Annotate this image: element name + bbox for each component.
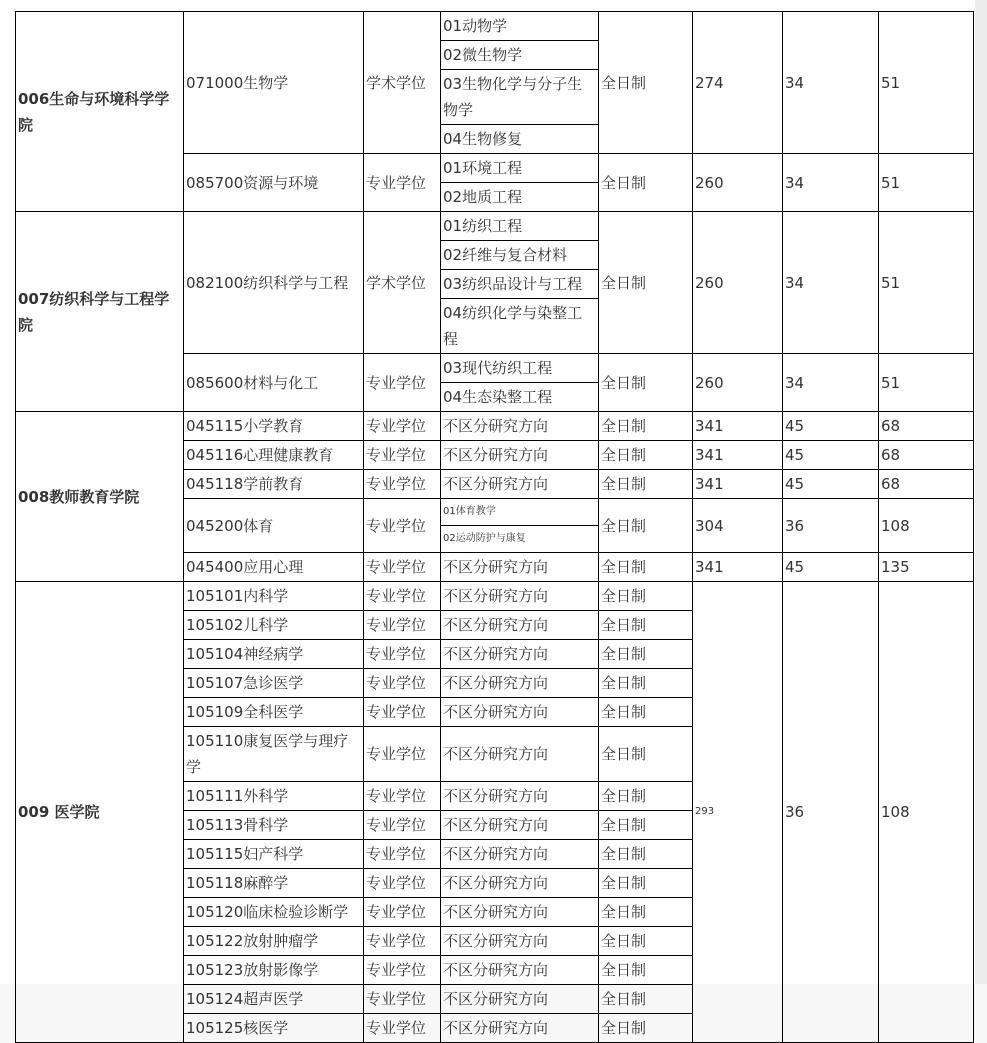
table-row [16, 12, 974, 41]
study-mode: 全日制 [599, 698, 693, 727]
study-mode: 全日制 [599, 611, 693, 640]
single-subject-score-1: 45 [783, 470, 879, 499]
degree-type: 学术学位 [364, 12, 441, 154]
research-direction: 不区分研究方向 [441, 640, 599, 669]
single-subject-score-2: 108 [879, 499, 974, 553]
study-mode: 全日制 [599, 640, 693, 669]
major-name: 105118麻醉学 [184, 869, 364, 898]
single-subject-score-1: 45 [783, 441, 879, 470]
research-direction: 02纤维与复合材料 [441, 241, 599, 270]
total-score: 341 [693, 553, 783, 582]
table-row [16, 412, 974, 441]
major-name: 105124超声医学 [184, 985, 364, 1014]
major-name: 105102儿科学 [184, 611, 364, 640]
degree-type: 专业学位 [364, 470, 441, 499]
research-direction: 不区分研究方向 [441, 412, 599, 441]
research-direction: 不区分研究方向 [441, 611, 599, 640]
major-name: 105122放射肿瘤学 [184, 927, 364, 956]
research-direction: 不区分研究方向 [441, 669, 599, 698]
degree-type: 专业学位 [364, 499, 441, 553]
research-direction: 04纺织化学与染整工程 [441, 299, 599, 354]
research-direction: 不区分研究方向 [441, 985, 599, 1014]
research-direction: 不区分研究方向 [441, 927, 599, 956]
study-mode: 全日制 [599, 212, 693, 354]
research-direction: 不区分研究方向 [441, 698, 599, 727]
research-direction: 不区分研究方向 [441, 582, 599, 611]
study-mode: 全日制 [599, 582, 693, 611]
single-subject-score-2: 68 [879, 441, 974, 470]
research-direction: 04生物修复 [441, 125, 599, 154]
research-direction: 不区分研究方向 [441, 956, 599, 985]
degree-type: 专业学位 [364, 640, 441, 669]
degree-type: 专业学位 [364, 582, 441, 611]
study-mode: 全日制 [599, 354, 693, 412]
major-name: 105111外科学 [184, 782, 364, 811]
research-direction: 02地质工程 [441, 183, 599, 212]
major-name: 105125核医学 [184, 1014, 364, 1043]
degree-type: 学术学位 [364, 212, 441, 354]
institute-name: 007纺织科学与工程学院 [16, 212, 184, 412]
total-score: 260 [693, 154, 783, 212]
degree-type: 专业学位 [364, 1014, 441, 1043]
research-direction: 不区分研究方向 [441, 840, 599, 869]
degree-type: 专业学位 [364, 956, 441, 985]
major-name: 071000生物学 [184, 12, 364, 154]
research-direction: 01纺织工程 [441, 212, 599, 241]
study-mode: 全日制 [599, 470, 693, 499]
major-name: 045116心理健康教育 [184, 441, 364, 470]
single-subject-score-1: 45 [783, 412, 879, 441]
research-direction: 不区分研究方向 [441, 470, 599, 499]
single-subject-score-2: 68 [879, 412, 974, 441]
total-score: 341 [693, 412, 783, 441]
research-direction: 02运动防护与康复 [441, 526, 599, 553]
major-name: 105115妇产科学 [184, 840, 364, 869]
institute-name: 006生命与环境科学学院 [16, 12, 184, 212]
study-mode: 全日制 [599, 12, 693, 154]
research-direction: 不区分研究方向 [441, 898, 599, 927]
research-direction: 不区分研究方向 [441, 1014, 599, 1043]
study-mode: 全日制 [599, 956, 693, 985]
degree-type: 专业学位 [364, 985, 441, 1014]
degree-type: 专业学位 [364, 811, 441, 840]
single-subject-score-2: 135 [879, 553, 974, 582]
major-name: 085600材料与化工 [184, 354, 364, 412]
research-direction: 03纺织品设计与工程 [441, 270, 599, 299]
table-row [16, 582, 974, 611]
degree-type: 专业学位 [364, 869, 441, 898]
scrollbar-track[interactable] [975, 0, 987, 984]
total-score: 341 [693, 441, 783, 470]
degree-type: 专业学位 [364, 840, 441, 869]
major-name: 105110康复医学与理疗学 [184, 727, 364, 782]
total-score: 341 [693, 470, 783, 499]
major-name: 105120临床检验诊断学 [184, 898, 364, 927]
study-mode: 全日制 [599, 412, 693, 441]
research-direction: 01动物学 [441, 12, 599, 41]
research-direction: 03现代纺织工程 [441, 354, 599, 383]
institute-name: 008教师教育学院 [16, 412, 184, 582]
major-name: 105109全科医学 [184, 698, 364, 727]
degree-type: 专业学位 [364, 898, 441, 927]
degree-type: 专业学位 [364, 154, 441, 212]
study-mode: 全日制 [599, 840, 693, 869]
major-name: 105123放射影像学 [184, 956, 364, 985]
degree-type: 专业学位 [364, 927, 441, 956]
single-subject-score-1: 34 [783, 212, 879, 354]
study-mode: 全日制 [599, 154, 693, 212]
single-subject-score-2: 51 [879, 212, 974, 354]
total-score: 293 [693, 582, 783, 1043]
single-subject-score-1: 34 [783, 154, 879, 212]
research-direction: 不区分研究方向 [441, 869, 599, 898]
major-name: 045400应用心理 [184, 553, 364, 582]
degree-type: 专业学位 [364, 782, 441, 811]
study-mode: 全日制 [599, 869, 693, 898]
research-direction: 不区分研究方向 [441, 811, 599, 840]
single-subject-score-2: 108 [879, 582, 974, 1043]
single-subject-score-1: 45 [783, 553, 879, 582]
table-row [16, 212, 974, 241]
institute-name: 009 医学院 [16, 582, 184, 1043]
major-name: 045115小学教育 [184, 412, 364, 441]
major-name: 105101内科学 [184, 582, 364, 611]
major-name: 105113骨科学 [184, 811, 364, 840]
research-direction: 02微生物学 [441, 41, 599, 70]
single-subject-score-1: 34 [783, 12, 879, 154]
study-mode: 全日制 [599, 553, 693, 582]
research-direction: 不区分研究方向 [441, 553, 599, 582]
major-name: 105107急诊医学 [184, 669, 364, 698]
degree-type: 专业学位 [364, 669, 441, 698]
degree-type: 专业学位 [364, 698, 441, 727]
study-mode: 全日制 [599, 927, 693, 956]
study-mode: 全日制 [599, 782, 693, 811]
degree-type: 专业学位 [364, 354, 441, 412]
study-mode: 全日制 [599, 441, 693, 470]
major-name: 082100纺织科学与工程 [184, 212, 364, 354]
single-subject-score-2: 51 [879, 12, 974, 154]
degree-type: 专业学位 [364, 727, 441, 782]
study-mode: 全日制 [599, 985, 693, 1014]
study-mode: 全日制 [599, 898, 693, 927]
research-direction: 01环境工程 [441, 154, 599, 183]
research-direction: 03生物化学与分子生物学 [441, 70, 599, 125]
single-subject-score-1: 34 [783, 354, 879, 412]
major-name: 105104神经病学 [184, 640, 364, 669]
total-score: 260 [693, 212, 783, 354]
research-direction: 不区分研究方向 [441, 441, 599, 470]
study-mode: 全日制 [599, 499, 693, 553]
degree-type: 专业学位 [364, 412, 441, 441]
major-name: 045200体育 [184, 499, 364, 553]
admission-score-table [15, 11, 974, 1043]
study-mode: 全日制 [599, 727, 693, 782]
major-name: 045118学前教育 [184, 470, 364, 499]
total-score: 260 [693, 354, 783, 412]
research-direction: 01体育教学 [441, 499, 599, 526]
degree-type: 专业学位 [364, 611, 441, 640]
degree-type: 专业学位 [364, 441, 441, 470]
single-subject-score-1: 36 [783, 582, 879, 1043]
research-direction: 04生态染整工程 [441, 383, 599, 412]
single-subject-score-2: 68 [879, 470, 974, 499]
total-score: 274 [693, 12, 783, 154]
research-direction: 不区分研究方向 [441, 727, 599, 782]
single-subject-score-2: 51 [879, 154, 974, 212]
study-mode: 全日制 [599, 669, 693, 698]
degree-type: 专业学位 [364, 553, 441, 582]
major-name: 085700资源与环境 [184, 154, 364, 212]
total-score: 304 [693, 499, 783, 553]
single-subject-score-2: 51 [879, 354, 974, 412]
single-subject-score-1: 36 [783, 499, 879, 553]
study-mode: 全日制 [599, 1014, 693, 1043]
study-mode: 全日制 [599, 811, 693, 840]
research-direction: 不区分研究方向 [441, 782, 599, 811]
